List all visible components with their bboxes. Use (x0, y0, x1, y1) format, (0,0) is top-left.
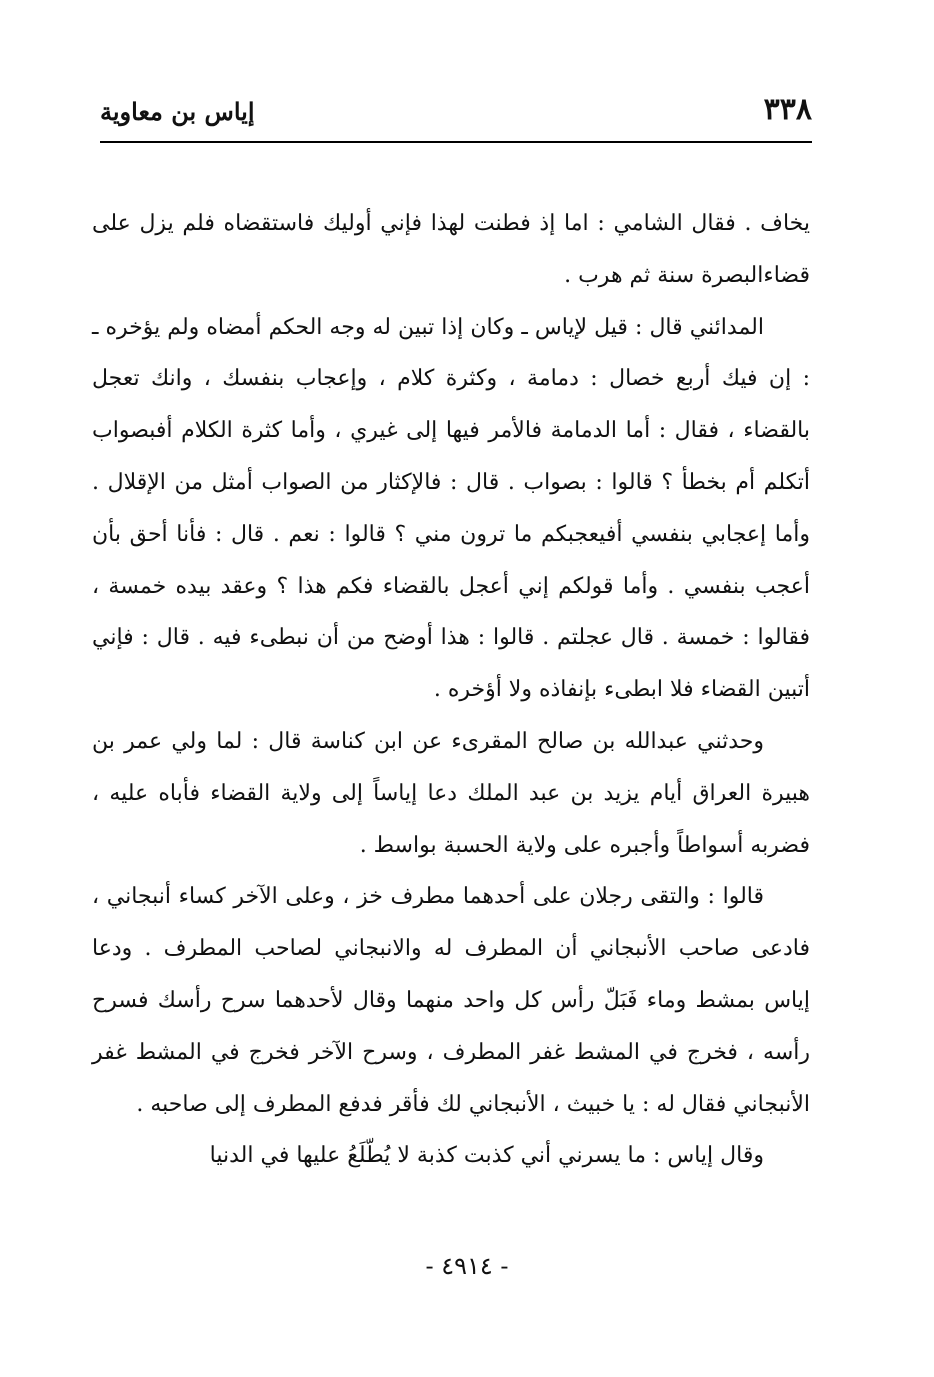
paragraph: المدائني قال : قيل لإياس ـ وكان إذا تبين له وجه الحكم أمضاه ولم يؤخره ـ : إن فيك أربع خصال : دمامة ، وكثرة كلام ، وإعجاب بنفسك ، وانك تعجل بالقضاء ، فقال : أما الدمامة فالأمر فيها إلى غيري ، وأما كثرة الكلام أفبصواب أتكلم أم بخطأ ؟ قالوا : بصواب . قال : فالإكثار من الصواب أمثل من الإقلال . وأما إعجابي بنفسي أفيعجبكم ما ترون مني ؟ قالوا : نعم . قال : فأنا أحق بأن أعجب بنفسي . وأما قولكم إني أعجل بالقضاء فكم هذا ؟ وعقد بيده خمسة ، فقالوا : خمسة . قال عجلتم . قالوا : هذا أوضح من أن نبطىء فيه . قال : فإني أتبين القضاء فلا ابطىء بإنفاذه ولا أؤخره . (92, 314, 810, 703)
paragraph: قالوا : والتقى رجلان على أحدهما مطرف خز ، وعلى الآخر كساء أنبجاني ، فادعى صاحب الأنبجاني أن المطرف له والانبجاني لصاحب المطرف . ودعا إياس بمشط وماء فَبَلّ رأس كل واحد منهما وقال لأحدهما سرح رأسك فسرح رأسه ، فخرج في المشط غفر المطرف ، وسرح الآخر فخرج في المشط غفر الأنبجاني فقال له : يا خبيث ، الأنبجاني لك فأقر فدفع المطرف إلى صاحبه . (92, 884, 810, 1117)
header-rule (100, 141, 812, 143)
page-footer-code: - ٤٩١٤ - (425, 1252, 509, 1280)
paragraph: وحدثني عبدالله بن صالح المقرىء عن ابن كناسة قال : لما ولي عمر بن هبيرة العراق أيام يزيد بن عبد الملك دعا إياساً إلى ولاية القضاء فأباه عليه ، فضربه أسواطاً وأجبره على ولاية الحسبة بواسط . (92, 728, 810, 858)
running-header (100, 88, 812, 140)
paragraph: وقال إياس : ما يسرني أني كذبت كذبة لا يُطّلَعُ عليها في الدنيا (209, 1143, 764, 1169)
page-number: ٣٣٨ (763, 92, 812, 127)
paragraph: يخاف . فقال الشامي : اما إذ فطنت لهذا فإني أوليك فاستقضاه فلم يزل على قضاءالبصرة سنة ثم هرب . (92, 211, 810, 288)
body-text (92, 198, 810, 1182)
running-title: إياس بن معاوية (100, 97, 255, 126)
